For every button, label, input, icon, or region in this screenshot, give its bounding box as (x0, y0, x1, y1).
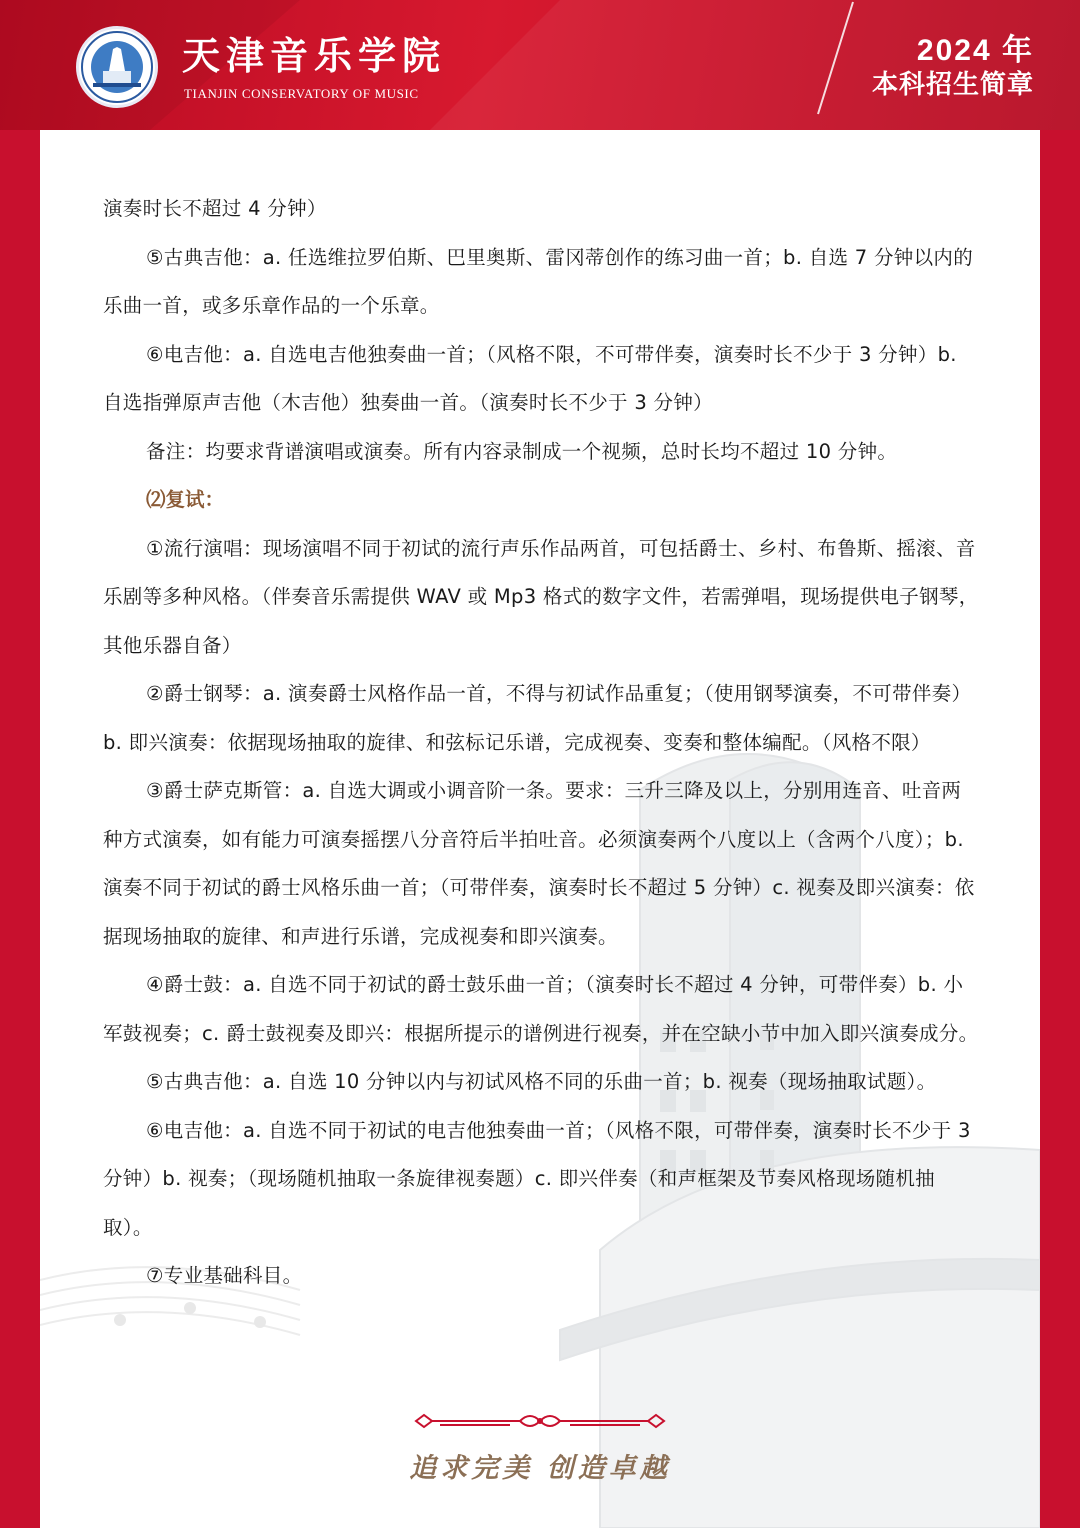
paragraph-classical-guitar-retest: ⑤古典吉他：a. 自选 10 分钟以内与初试风格不同的乐曲一首；b. 视奏（现场抽取试题）。 (146, 1070, 937, 1093)
content-panel (40, 130, 1040, 1528)
footer-motto: 追求完美 创造卓越 (409, 1453, 671, 1484)
paragraph-remark: 备注：均要求背谱演唱或演奏。所有内容录制成一个视频，总时长均不超过 10 分钟。 (146, 439, 898, 463)
paragraph-pop-vocal: ①流行演唱：现场演唱不同于初试的流行声乐作品两首，可包括爵士、乡村、布鲁斯、摇滚、音乐剧等多种风格。（伴奏音乐需提供 WAV 或 Mp3 格式的数字文件，若需弹唱，现场提供电子钢琴，其他乐器自备） (103, 536, 979, 657)
paragraph-classical-guitar-prelim: ⑤古典吉他：a. 任选维拉罗伯斯、巴里奥斯、雷冈蒂创作的练习曲一首；b. 自选 7 分钟以内的乐曲一首，或多乐章作品的一个乐章。 (103, 245, 974, 317)
logo-subtitle: TIANJIN CONSERVATORY OF MUSIC (184, 86, 419, 101)
paragraph-electric-guitar-retest: ⑥电吉他：a. 自选不同于初试的电吉他独奏曲一首；（风格不限，可带伴奏，演奏时长不少于 3 分钟）b. 视奏；（现场随机抽取一条旋律视奏题）c. 即兴伴奏（和声框架及节奏风格现场随机抽取）。 (103, 1118, 971, 1239)
footer-ornament (410, 1406, 670, 1436)
body-text (103, 185, 981, 1301)
paragraph-jazz-sax: ③爵士萨克斯管：a. 自选大调或小调音阶一条。要求：三升三降及以上，分别用连音、吐音两种方式演奏，如有能力可演奏摇摆八分音符后半拍吐音。必须演奏两个八度以上（含两个八度）；b. 演奏不同于初试的爵士风格乐曲一首；（可带伴奏，演奏时长不超过 5 分钟）c. 视奏及即兴演奏：依据现场抽取的旋律、和声进行乐谱，完成视奏和即兴演奏。 (103, 779, 975, 948)
logo-title: 天津音乐学院 (182, 33, 447, 78)
school-seal-logo (76, 26, 158, 108)
brochure-year: 2024 年 (916, 34, 1034, 67)
paragraph-jazz-piano: ②爵士钢琴：a. 演奏爵士风格作品一首，不得与初试作品重复；（使用钢琴演奏，不可带伴奏）b. 即兴演奏：依据现场抽取的旋律、和弦标记乐谱，完成视奏、变奏和整体编配。（风格不限） (103, 682, 972, 754)
paragraph-1: 演奏时长不超过 4 分钟） (103, 197, 327, 220)
brochure-title: 本科招生简章 (871, 70, 1034, 100)
paragraph-electric-guitar-prelim: ⑥电吉他：a. 自选电吉他独奏曲一首；（风格不限，不可带伴奏，演奏时长不少于 3 分钟）b. 自选指弹原声吉他（木吉他）独奏曲一首。（演奏时长不少于 3 分钟） (103, 342, 957, 414)
header-band (0, 0, 1080, 130)
paragraph-fundamentals: ⑦专业基础科目。 (146, 1264, 303, 1287)
section-heading-retest: ⑵复试： (146, 488, 225, 511)
paragraph-jazz-drums: ④爵士鼓：a. 自选不同于初试的爵士鼓乐曲一首；（演奏时长不超过 4 分钟，可带伴奏）b. 小军鼓视奏；c. 爵士鼓视奏及即兴：根据所提示的谱例进行视奏，并在空缺小节中加入即兴演奏成分。 (103, 973, 979, 1045)
